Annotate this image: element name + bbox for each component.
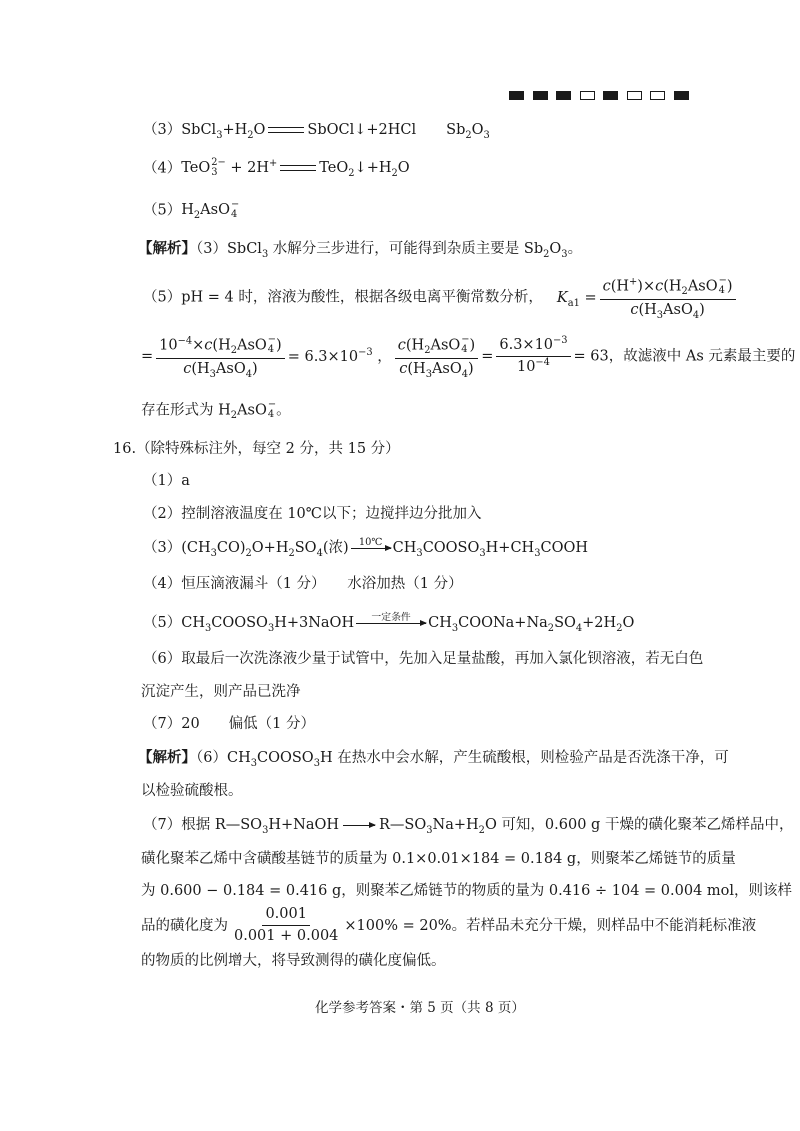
question-scoring-note: （除特殊标注外，每空 2 分，共 15 分）	[136, 441, 400, 457]
byproduct: $Sb_2O_3$	[446, 122, 490, 141]
analysis-label: 【解析】	[138, 749, 196, 766]
explanation-text: （5）pH = 4 时，溶液为酸性，根据各级电离平衡常数分析，	[143, 289, 543, 306]
header-square-empty	[580, 91, 595, 100]
fraction-4: $\frac{6.3\times 10^{-3}}{10^{-4}}$	[496, 337, 570, 377]
reaction-arrow: 10℃	[351, 538, 391, 559]
q15-explanation-5	[143, 276, 739, 319]
q15-explanation-3	[138, 240, 582, 258]
header-square-filled	[603, 91, 618, 100]
sulfonation-fraction: $\frac{0.001}{0.001 + 0.004}$	[234, 906, 339, 945]
q15-calc-line: = $10^{-4}\times c(H_2AsO$ − 4 ) $c(H_3AsO_4)$ = $6.3\times 10^{-3}$ ， $c(H_2AsO$ − 4 ) $c(H_3AsO_4)$ = $\frac{6.3\times 10^{-3}}{10^{-4}}$ = 63，故滤液中 As 元素最主要的	[141, 334, 796, 380]
q16-answer-4: （4）恒压滴液漏斗（1 分） 水浴加热（1 分）	[143, 576, 463, 592]
explanation-text: （3）SbCl$_3$ 水解分三步进行，可能得到杂质主要是 $Sb_2O_3$。	[196, 241, 583, 260]
q16-explanation-7-line2: 磺化聚苯乙烯中含磺酸基链节的质量为 0.1×0.01×184 = 0.184 g，则聚苯乙烯链节的质量	[141, 851, 736, 867]
q16-answer-6-line1: （6）取最后一次洗涤液少量于试管中，先加入足量盐酸，再加入氯化钡溶液，若无白色	[143, 651, 704, 667]
q16-explanation-7-line1: （7）根据 $R—SO_3H+NaOH$ $R—SO_3Na+H_2O$ 可知，0.600 g 干燥的磺化聚苯乙烯样品中，	[143, 817, 794, 836]
header-square-filled	[556, 91, 571, 100]
q15-conclusion: 存在形式为 $H_2AsO$ − 4 。	[141, 399, 291, 422]
q16-answer-7: （7）20 偏低（1 分）	[143, 716, 316, 732]
q16-answer-2: （2）控制溶液温度在 10℃以下；边搅拌边分批加入	[143, 506, 482, 522]
equation-right: $CH_3COOSO_3H+CH_3COOH$	[392, 540, 588, 560]
ka1-value: = $6.3\times 10^{-3}$ ，	[287, 346, 392, 365]
q16-answer-6-line2: 沉淀产生，则产品已洗净	[141, 684, 301, 700]
explanation-text: $(6)CH_3COOSO_3H$ 在热水中会水解，产生硫酸根，则检验产品是否洗涤干净，可	[196, 750, 729, 769]
header-square-filled	[509, 91, 524, 100]
q16-answer-5	[143, 613, 634, 634]
q16-answer-1: （1）a	[143, 473, 190, 489]
q15-answer-5	[143, 200, 239, 221]
item-number: （3）	[143, 122, 182, 138]
q16-explanation-7-line3: 为 0.600 − 0.184 = 0.416 g，则聚苯乙烯链节的物质的量为 0.416 ÷ 104 = 0.004 mol，则该样	[141, 883, 793, 899]
q16-heading	[113, 441, 400, 458]
equation-left: $(3)(CH_3CO)_2O+H_2SO_4$(浓)	[143, 540, 349, 560]
q16-explanation-6	[138, 749, 729, 767]
header-square-empty	[627, 91, 642, 100]
q16-answer-3	[143, 538, 588, 559]
ka1-symbol: $K_{a1}$ =	[556, 289, 597, 309]
equation-3: $SbCl_3+H_2O$ SbOCl↓+2HCl	[181, 122, 417, 141]
item-number: （4）	[143, 160, 182, 177]
equation-4: TeO 2− 3 + 2H+ $TeO_2↓+H_2O$	[181, 157, 410, 180]
analysis-label: 【解析】	[138, 240, 196, 257]
fraction-2: $10^{-4}\times c(H_2AsO$ − 4 ) $c(H_3AsO_4)$	[156, 335, 285, 378]
reaction-arrow: 一定条件	[356, 613, 426, 634]
q16-explanation-6-line2: 以检验硫酸根。	[141, 783, 243, 799]
answer-5-formula: $H_2AsO$ − 4	[181, 199, 240, 222]
item-number: （5）	[143, 202, 182, 219]
page-footer: 化学参考答案・第 5 页（共 8 页）	[315, 1000, 525, 1016]
ka1-fraction: $c(H^+)\times c(H_2AsO$ − 4 ) $c(H_3AsO_4)$	[600, 276, 736, 319]
equation-right: $CH_3COONa+Na_2SO_4+2H_2O$	[428, 615, 635, 635]
q16-explanation-7-line4: 品的磺化度为 $\frac{0.001}{0.001 + 0.004}$ ×100% = 20%。若样品未充分干燥，则样品中不能消耗标准液	[141, 906, 757, 945]
equation-left: $(5)CH_3COOSO_3H+3NaOH$	[143, 615, 355, 635]
q16-explanation-7-line5: 的物质的比例增大，将导致测得的磺化度偏低。	[141, 953, 446, 969]
question-number: 16.	[113, 441, 137, 457]
q15-answer-3	[143, 122, 490, 139]
header-square-empty	[650, 91, 665, 100]
fraction-3: $c(H_2AsO$ − 4 ) $c(H_3AsO_4)$	[395, 335, 478, 378]
ratio-conclusion: = 63，故滤液中 As 元素最主要的	[573, 348, 796, 365]
header-square-filled	[674, 91, 689, 100]
header-square-filled	[533, 91, 548, 100]
q15-answer-4	[143, 158, 410, 179]
